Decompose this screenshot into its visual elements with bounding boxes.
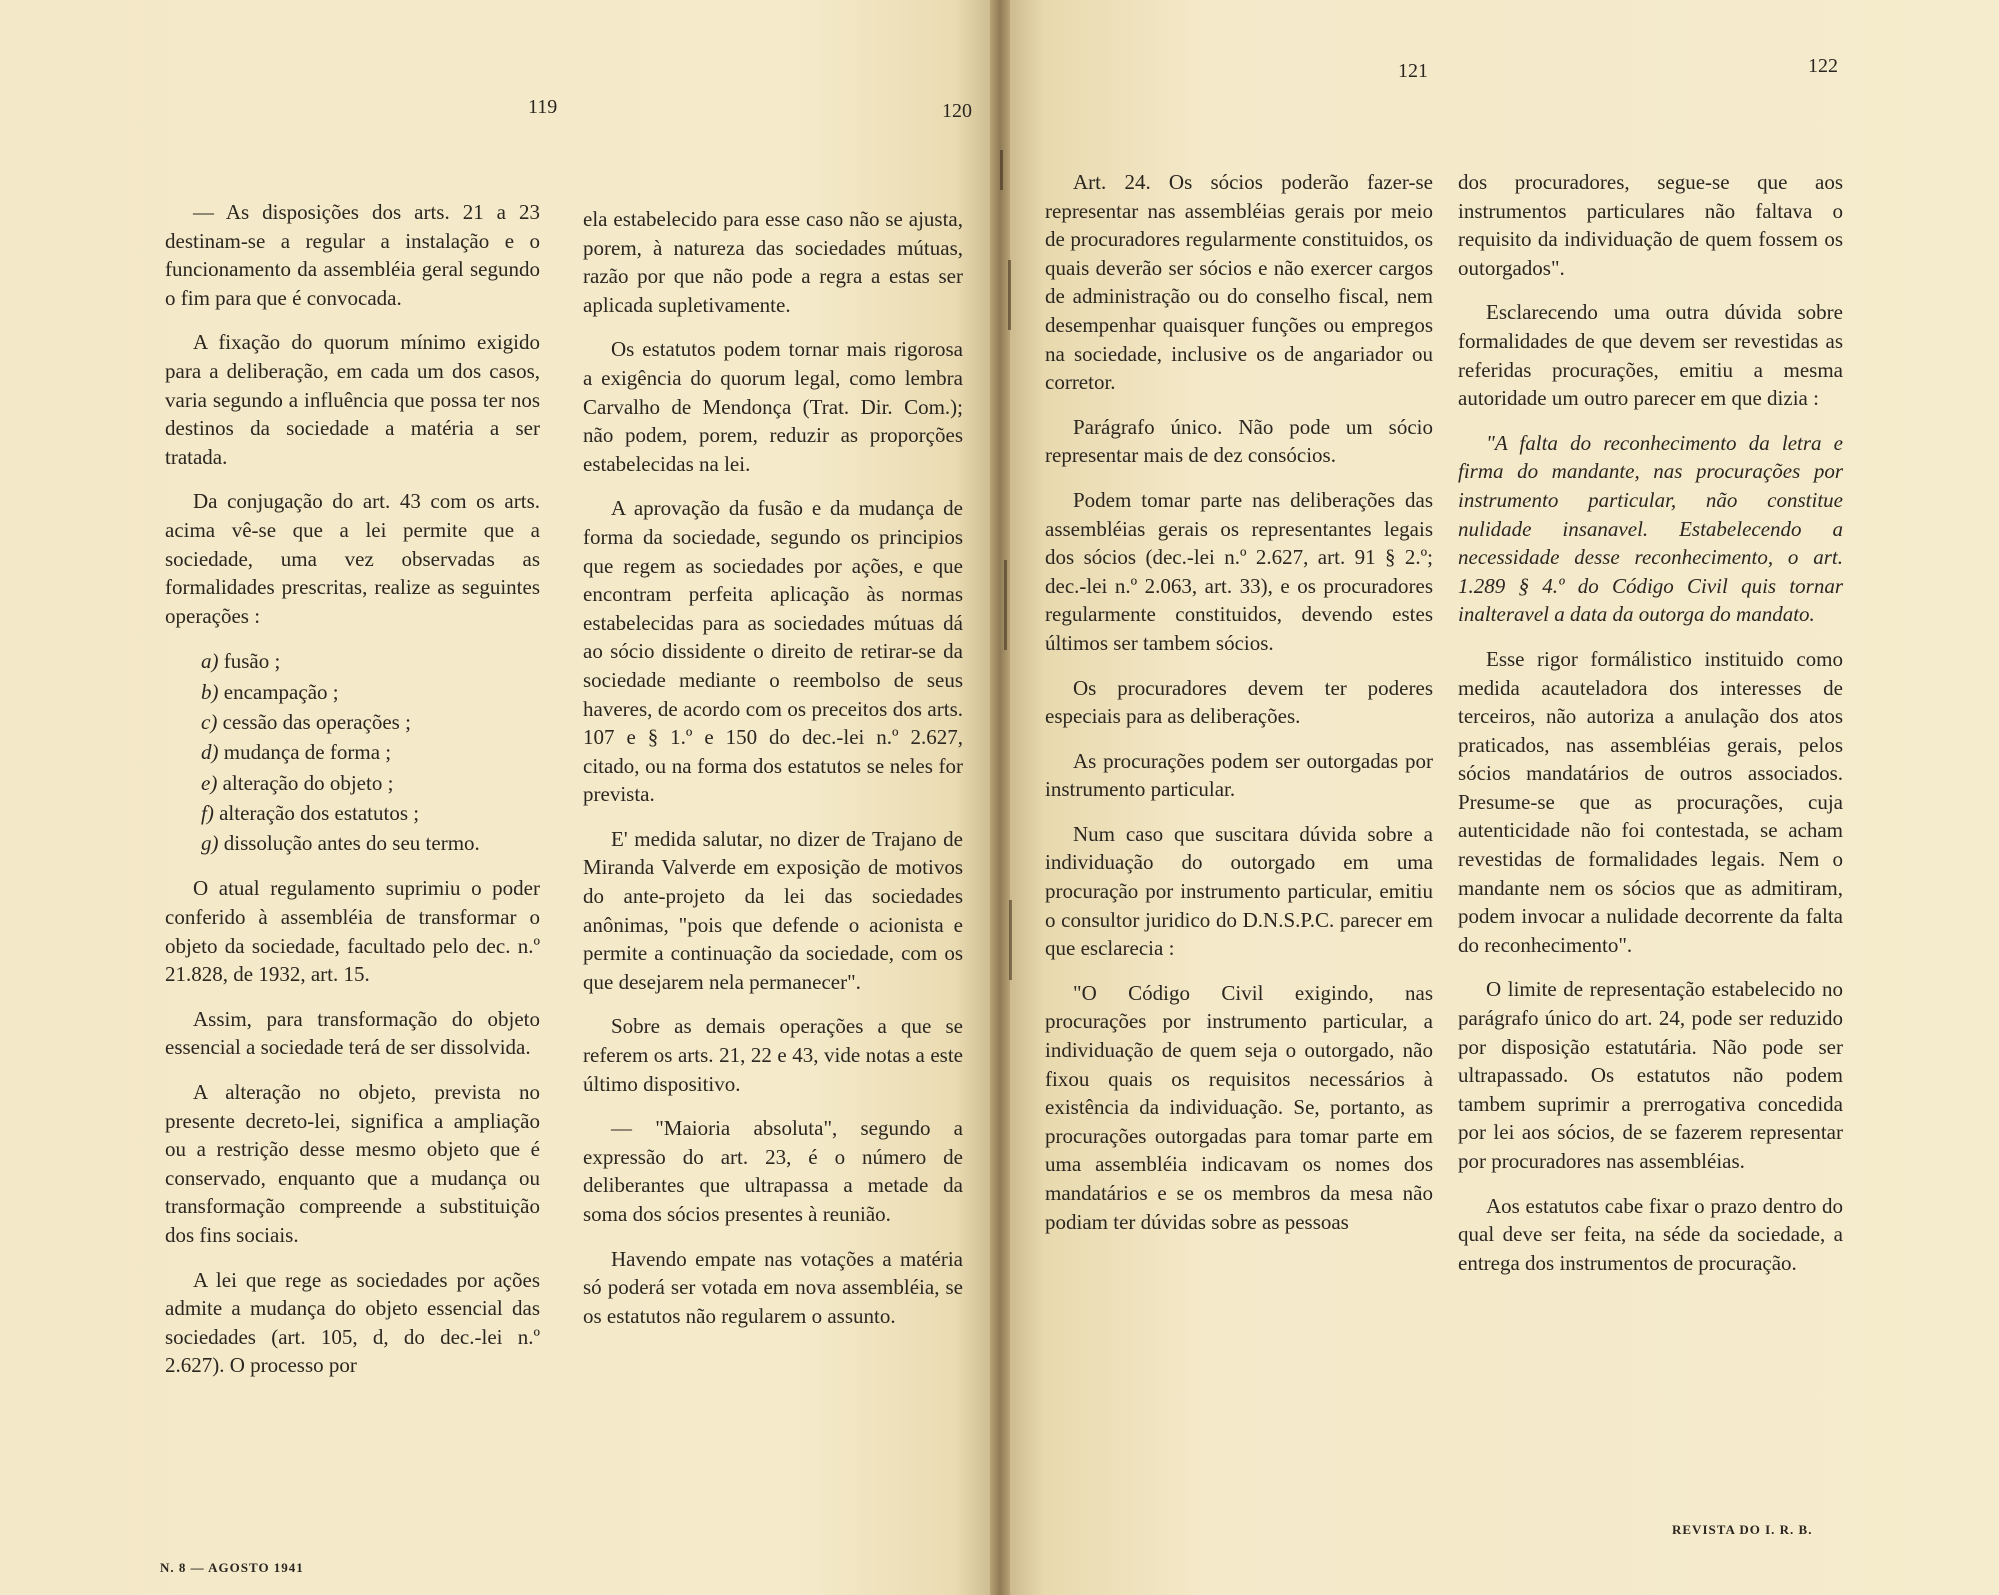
paragraph: Aos estatutos cabe fixar o prazo dentro do qual deve ser feita, na séde da sociedade, a entrega dos instrumentos de procuração. bbox=[1458, 1193, 1843, 1275]
paragraph: — As disposições dos arts. 21 a 23 destinam-se a regular a instalação e o funcionamento da assembléia geral segundo o fim para que é convocada. bbox=[165, 200, 540, 310]
list-item: c) cessão das operações ; bbox=[201, 709, 411, 734]
list-item: e) alteração do objeto ; bbox=[201, 770, 394, 795]
quote: "O Código Civil exigindo, nas procurações por instrumento particular, a individuação de quem seja o outorgado, não fixou quais os requisitos necessários à existência da individuação. Se, portanto, as procurações outorgadas para tomar parte em uma assembléia indicavam os nomes dos mandatários e se os membros da mesa não podiam ter dúvidas sobre as pessoas bbox=[1045, 980, 1433, 1234]
paragraph: As procurações podem ser outorgadas por instrumento particular. bbox=[1045, 748, 1433, 802]
paragraph: A fixação do quorum mínimo exigido para a deliberação, em cada um dos casos, varia segundo a influência que possa ter nos destinos da sociedade a matéria a ser tratada. bbox=[165, 330, 540, 469]
quote: "A falta do reconhecimento da letra e firma do mandante, nas procurações por instrumento particular, não constitue nulidade insanavel. Estabelecendo a necessidade desse reconhecimento, o art. 1.289 § 4.º do Código Civil quis tornar inalteravel a data da outorga do mandato. bbox=[1458, 430, 1843, 627]
page-number-122: 122 bbox=[1808, 55, 1838, 77]
page-edge-mark bbox=[1000, 150, 1003, 190]
footer-journal: REVISTA DO I. R. B. bbox=[1672, 1522, 1813, 1537]
page-edge-mark bbox=[1004, 560, 1007, 650]
page-120-column bbox=[583, 205, 963, 1346]
operations-list bbox=[165, 646, 540, 858]
list-item: d) mudança de forma ; bbox=[201, 740, 392, 765]
paragraph: Sobre as demais operações a que se referem os arts. 21, 22 e 43, vide notas a este último dispositivo. bbox=[583, 1014, 963, 1096]
paragraph: — "Maioria absoluta", segundo a expressão do art. 23, é o número de deliberantes que ultrapassa a metade da soma dos sócios presentes à reunião. bbox=[583, 1116, 963, 1226]
paragraph: E' medida salutar, no dizer de Trajano de Miranda Valverde em exposição de motivos do ante-projeto da lei das sociedades anônimas, "pois que defende o acionista e permite a continuação da sociedade, com os que desejarem nela permanecer". bbox=[583, 826, 963, 994]
page-119-column bbox=[165, 198, 540, 1396]
paragraph: Esse rigor formálistico instituido como medida acauteladora dos interesses de terceiros, não autoriza a anulação dos atos praticados, nas assembléias gerais, pelos sócios mandatários de outros associados. Presume-se que as procurações, cuja autenticidade não foi contestada, se acham revestidas de formalidades legais. Nem o mandante nem os sócios que as admitiram, podem invocar a nulidade decorrente da falta do reconhecimento". bbox=[1458, 646, 1843, 957]
paragraph: Assim, para transformação do objeto essencial a sociedade terá de ser dissolvida. bbox=[165, 1006, 540, 1060]
paragraph: O limite de representação estabelecido no parágrafo único do art. 24, pode ser reduzido por disposição estatutária. Não pode ser ultrapassado. Os estatutos não podem tambem suprimir a prerrogativa concedida por lei aos sócios, de se fazerem representar por procuradores nas assembléias. bbox=[1458, 977, 1843, 1173]
list-item: g) dissolução antes do seu termo. bbox=[201, 831, 480, 856]
paragraph: Parágrafo único. Não pode um sócio representar mais de dez consócios. bbox=[1045, 414, 1433, 468]
paragraph: A lei que rege as sociedades por ações admite a mudança do objeto essencial das sociedades (art. 105, d, do dec.-lei n.º 2.627). O processo por bbox=[165, 1267, 540, 1378]
paragraph: Havendo empate nas votações a matéria só poderá ser votada em nova assembléia, se os estatutos não regularem o assunto. bbox=[583, 1246, 963, 1328]
list-item: a) fusão ; bbox=[201, 649, 281, 674]
paragraph: ela estabelecido para esse caso não se ajusta, porem, à natureza das sociedades mútuas, razão por que não pode a regra a estas ser aplicada supletivamente. bbox=[583, 207, 963, 317]
paragraph: Os estatutos podem tornar mais rigorosa a exigência do quorum legal, como lembra Carvalho de Mendonça (Trat. Dir. Com.); não podem, porem, reduzir as proporções estabelecidas na lei. bbox=[583, 337, 963, 476]
page-number-119: 119 bbox=[528, 96, 558, 118]
paragraph: A aprovação da fusão e da mudança de forma da sociedade, segundo os principios que regem as sociedades por ações, e que encontram perfeita aplicação às normas estabelecidas para as sociedades mútuas dá ao sócio dissidente o direito de retirar-se da sociedade mediante o reembolso de seus haveres, de acordo com os preceitos dos arts. 107 e § 1.º e 150 do dec.-lei n.º 2.627, citado, ou na forma dos estatutos se neles for prevista. bbox=[583, 496, 963, 807]
paragraph: dos procuradores, segue-se que aos instrumentos particulares não faltava o requisito da individuação de quem fossem os outorgados". bbox=[1458, 170, 1843, 280]
page-121-column bbox=[1045, 168, 1433, 1252]
paragraph: Num caso que suscitara dúvida sobre a individuação do outorgado em uma procuração por instrumento particular, emitiu o consultor juridico do D.N.S.P.C. parecer em que esclarecia : bbox=[1045, 821, 1433, 961]
paragraph: O atual regulamento suprimiu o poder conferido à assembléia de transformar o objeto da sociedade, facultado pelo dec. n.º 21.828, de 1932, art. 15. bbox=[165, 876, 540, 987]
page-122-column bbox=[1458, 168, 1843, 1293]
list-item: f) alteração dos estatutos ; bbox=[201, 800, 420, 825]
paragraph: Esclarecendo uma outra dúvida sobre formalidades de que devem ser revestidas as referidas procurações, emitiu a mesma autoridade um outro parecer em que dizia : bbox=[1458, 300, 1843, 411]
book-gutter bbox=[990, 0, 1010, 1595]
footer-issue: N. 8 — AGOSTO 1941 bbox=[160, 1560, 304, 1575]
article-24: Art. 24. Os sócios poderão fazer-se representar nas assembléias gerais por meio de procuradores regularmente constituidos, os quais deverão ser sócios e não exercer cargos de administração ou do conselho fiscal, nem desempenhar quaisquer funções ou empregos na sociedade, inclusive os de angariador ou corretor. bbox=[1045, 170, 1433, 395]
paragraph: Da conjugação do art. 43 com os arts. acima vê-se que a lei permite que a sociedade, uma vez observadas as formalidades prescritas, realize as seguintes operações : bbox=[165, 489, 540, 628]
page-edge-mark bbox=[1008, 260, 1011, 330]
paragraph: Os procuradores devem ter poderes especiais para as deliberações. bbox=[1045, 675, 1433, 729]
paragraph: A alteração no objeto, prevista no presente decreto-lei, significa a ampliação ou a restrição desse mesmo objeto que é conservado, enquanto que a mudança ou transformação compreende a substituição dos fins sociais. bbox=[165, 1079, 540, 1247]
page-number-120: 120 bbox=[942, 100, 972, 122]
page-number-121: 121 bbox=[1398, 60, 1428, 82]
list-item: b) encampação ; bbox=[201, 679, 339, 704]
paragraph: Podem tomar parte nas deliberações das assembléias gerais os representantes legais dos sócios (dec.-lei n.º 2.627, art. 91 § 2.º; dec.-lei n.º 2.063, art. 33), e os procuradores regularmente constituidos, devendo estes últimos ser tambem sócios. bbox=[1045, 487, 1433, 655]
page-edge-mark bbox=[1009, 900, 1012, 980]
